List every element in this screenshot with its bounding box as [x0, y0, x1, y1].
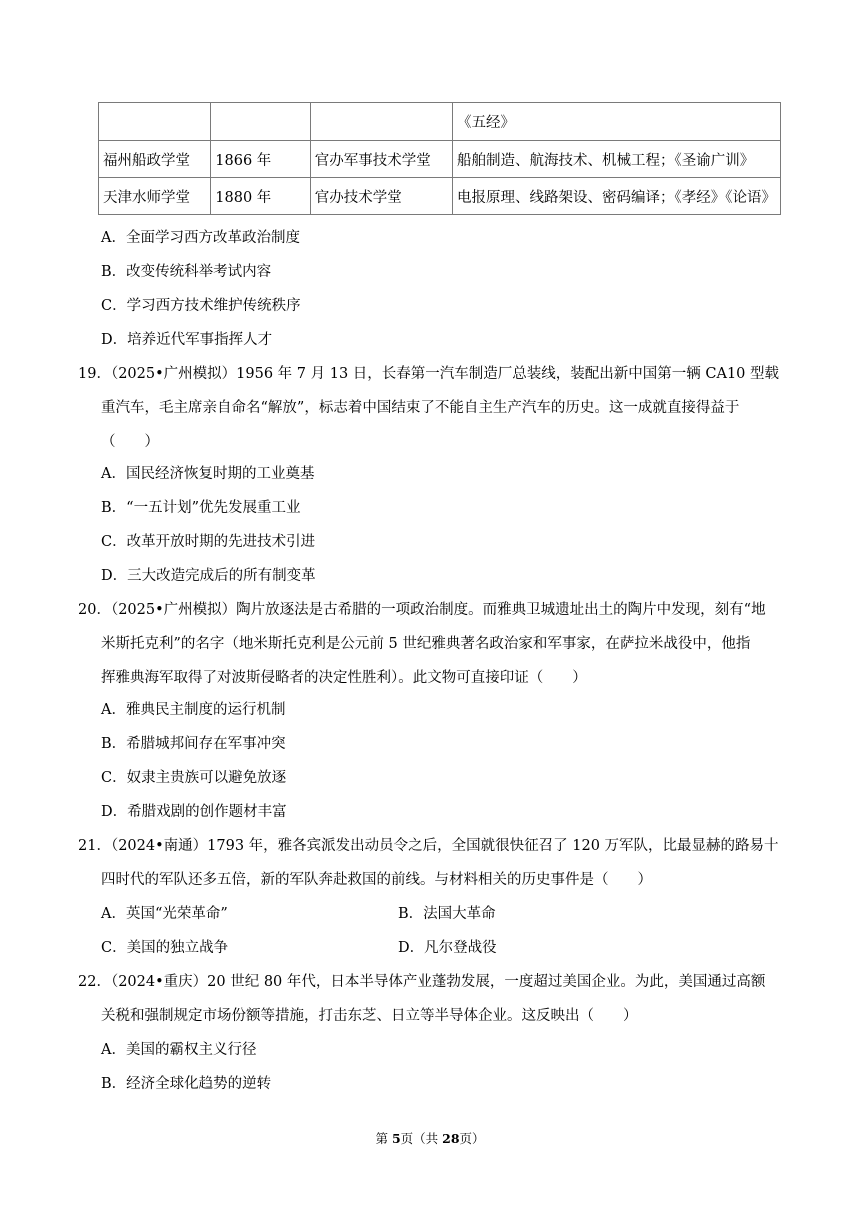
q18-option-b: B．改变传统科举考试内容	[101, 264, 272, 280]
q20-option-b: B．希腊城邦间存在军事冲突	[101, 736, 286, 752]
q18-option-d: D．培养近代军事指挥人才	[101, 332, 273, 348]
footer-suffix: 页）	[459, 1131, 485, 1146]
table-cell	[310, 103, 452, 141]
q20-stem-line-2: 米斯托克利”的名字（地米斯托克利是公元前 5 世纪雅典著名政治家和军事家，在萨拉米战役中，他指	[101, 636, 751, 652]
page-number: 5	[391, 1131, 401, 1146]
total-pages: 28	[442, 1131, 460, 1146]
q21-stem-line-1: 21．（2024•南通）1793 年，雅各宾派发出动员令之后，全国就很快征召了 120 万军队，比最显赫的路易十	[78, 838, 779, 854]
q20-stem-line-3: 挥雅典海军取得了对波斯侵略者的决定性胜利）。此文物可直接印证（ ）	[101, 670, 587, 686]
q21-option-b: B．法国大革命	[398, 906, 496, 922]
school-table	[98, 102, 781, 215]
q18-option-c: C．学习西方技术维护传统秩序	[101, 298, 301, 314]
table-row	[99, 103, 781, 141]
footer-middle: 页（共	[400, 1131, 443, 1146]
table-cell: 福州船政学堂	[99, 141, 211, 178]
q19-option-d: D．三大改造完成后的所有制变革	[101, 568, 316, 584]
q20-option-a: A．雅典民主制度的运行机制	[101, 702, 286, 718]
table-row	[99, 141, 781, 178]
table-cell: 1880 年	[211, 178, 310, 215]
footer-prefix: 第	[375, 1131, 392, 1146]
q22-stem-line-1: 22．（2024•重庆）20 世纪 80 年代，日本半导体产业蓬勃发展，一度超过美国企业。为此，美国通过高额	[78, 974, 766, 990]
table-cell: 船舶制造、航海技术、机械工程；《圣谕广训》	[453, 141, 781, 178]
q22-stem-line-2: 关税和强制规定市场份额等措施，打击东芝、日立等半导体企业。这反映出（ ）	[101, 1008, 638, 1024]
table-cell	[99, 103, 211, 141]
q22-option-b: B．经济全球化趋势的逆转	[101, 1076, 272, 1092]
q19-stem-line-1: 19．（2025•广州模拟）1956 年 7 月 13 日，长春第一汽车制造厂总装线，装配出新中国第一辆 CA10 型载	[78, 366, 780, 382]
page-footer	[0, 1129, 860, 1147]
q21-stem-line-2: 四时代的军队还多五倍，新的军队奔赴救国的前线。与材料相关的历史事件是（ ）	[101, 872, 652, 888]
table-row	[99, 178, 781, 215]
q19-option-c: C．改革开放时期的先进技术引进	[101, 534, 316, 550]
table-cell: 天津水师学堂	[99, 178, 211, 215]
table-cell	[211, 103, 310, 141]
q21-option-d: D．凡尔登战役	[398, 940, 497, 956]
q19-answer-blank: （ ）	[101, 434, 159, 450]
table-cell: 电报原理、线路架设、密码编译；《孝经》《论语》	[453, 178, 781, 215]
q21-option-a: A．英国“光荣革命”	[101, 906, 228, 922]
table-cell: 官办军事技术学堂	[310, 141, 452, 178]
table-cell: 1866 年	[211, 141, 310, 178]
q21-option-c: C．美国的独立战争	[101, 940, 229, 956]
q19-option-b: B．“一五计划”优先发展重工业	[101, 500, 301, 516]
table-cell: 官办技术学堂	[310, 178, 452, 215]
q20-option-c: C．奴隶主贵族可以避免放逐	[101, 770, 287, 786]
table-cell: 《五经》	[453, 103, 781, 141]
q19-stem-line-2: 重汽车，毛主席亲自命名“解放”，标志着中国结束了不能自主生产汽车的历史。这一成就直接得益于	[101, 400, 740, 416]
q20-stem-line-1: 20．（2025•广州模拟）陶片放逐法是古希腊的一项政治制度。而雅典卫城遗址出土的陶片中发现，刻有“地	[78, 602, 766, 618]
q20-option-d: D．希腊戏剧的创作题材丰富	[101, 804, 287, 820]
q22-option-a: A．美国的霸权主义行径	[101, 1042, 257, 1058]
q19-option-a: A．国民经济恢复时期的工业奠基	[101, 466, 315, 482]
q18-option-a: A．全面学习西方改革政治制度	[101, 230, 300, 246]
